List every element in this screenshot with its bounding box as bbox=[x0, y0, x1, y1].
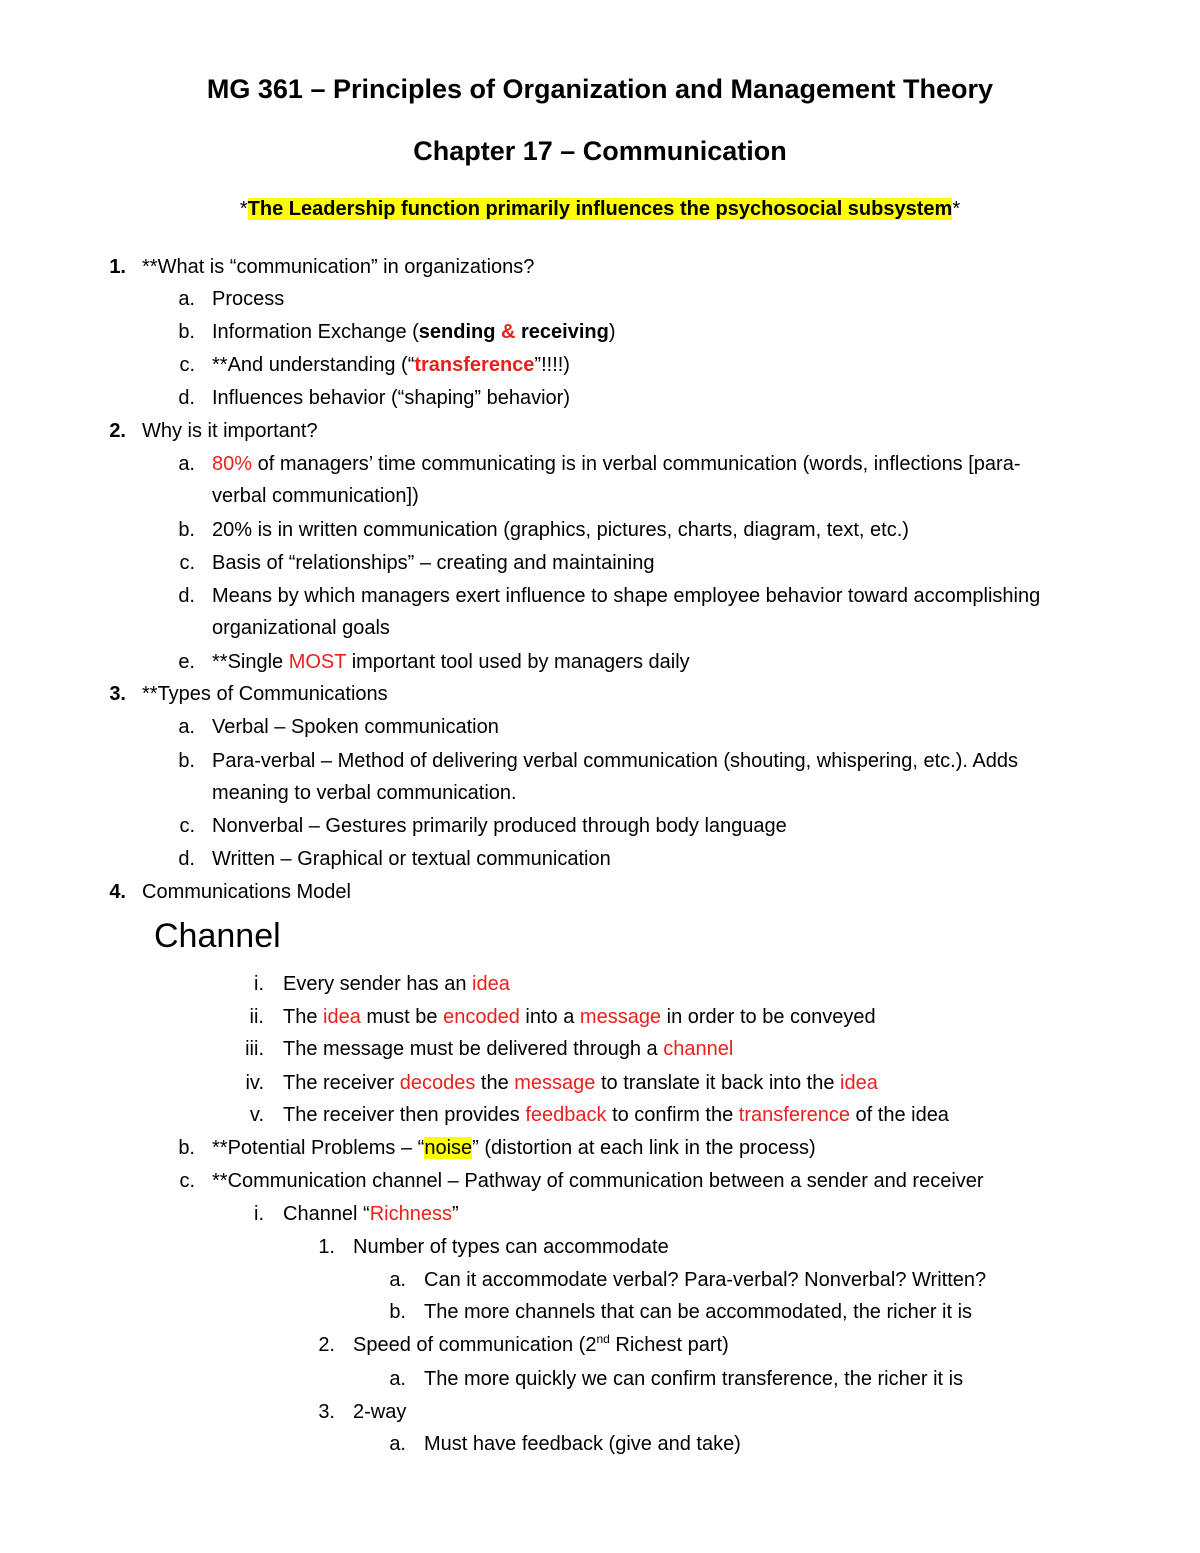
banner-star-close: * bbox=[952, 198, 961, 220]
banner-star-open: * bbox=[239, 198, 248, 220]
document-title: MG 361 – Principles of Organization and Management Theory bbox=[206, 74, 994, 104]
document-page: MG 361 – Principles of Organization and Management Theory Chapter 17 – Communication *The Leadership function primarily influences the psychosocial subsystem* 1. **What is “communication” in organizations? a. Process b. Information Exchange (sending & receiving) c. **And understanding (“transference”!!!!) d. Influences behavior (“shaping” behavior) 2. Why is it important? a. 80% of managers’ time communicating is in verbal communication (words, inflections [para- verbal communication]) b. 20% is in written communication (graphics, pictures, charts, diagram, text, etc.) c. Basis of “relationships” – creating and maintaining d. Means by which managers exert influence to shape employee behavior toward accomplishing organizational goals e. **Single MOST important tool used by managers daily 3. **Types of Communications a. Verbal – Spoken communication b. Para-verbal – Method of delivering verbal communication (shouting, whispering, etc.). Adds meaning to verbal communication. c. Nonverbal – Gestures primarily produced through body language d. Written – Graphical or textual communication 4. Communications Model Channel i. Every sender has an idea ii. The idea must be encoded into a message in order to be conveyed iii. The message must be delivered through a channel iv. The receiver decodes the message to translate it back into the idea v. The receiver then provides feedback to confirm the transference of the idea b. **Potential Problems – “noise” (distortion at each link in the process) c. **Communication channel – Pathway of communication between a sender and receiver i. Channel “Richness” 1. Number of types can accommodate a. Can it accommodate verbal? Para-verbal? Nonverbal? Written? b. The more channels that can be accommodated, the richer it is 2. Speed of communication (2nd Richest part) a. The more quickly we can confirm transference, the richer it is 3. 2-way a. Must have feedback (give and take) bbox=[0, 0, 1200, 1553]
channel-heading: Channel bbox=[154, 917, 281, 955]
chapter-heading: Chapter 17 – Communication bbox=[413, 136, 787, 166]
highlight-banner bbox=[0, 198, 1200, 221]
banner-text: The Leadership function primarily influences the psychosocial subsystem bbox=[247, 198, 953, 220]
